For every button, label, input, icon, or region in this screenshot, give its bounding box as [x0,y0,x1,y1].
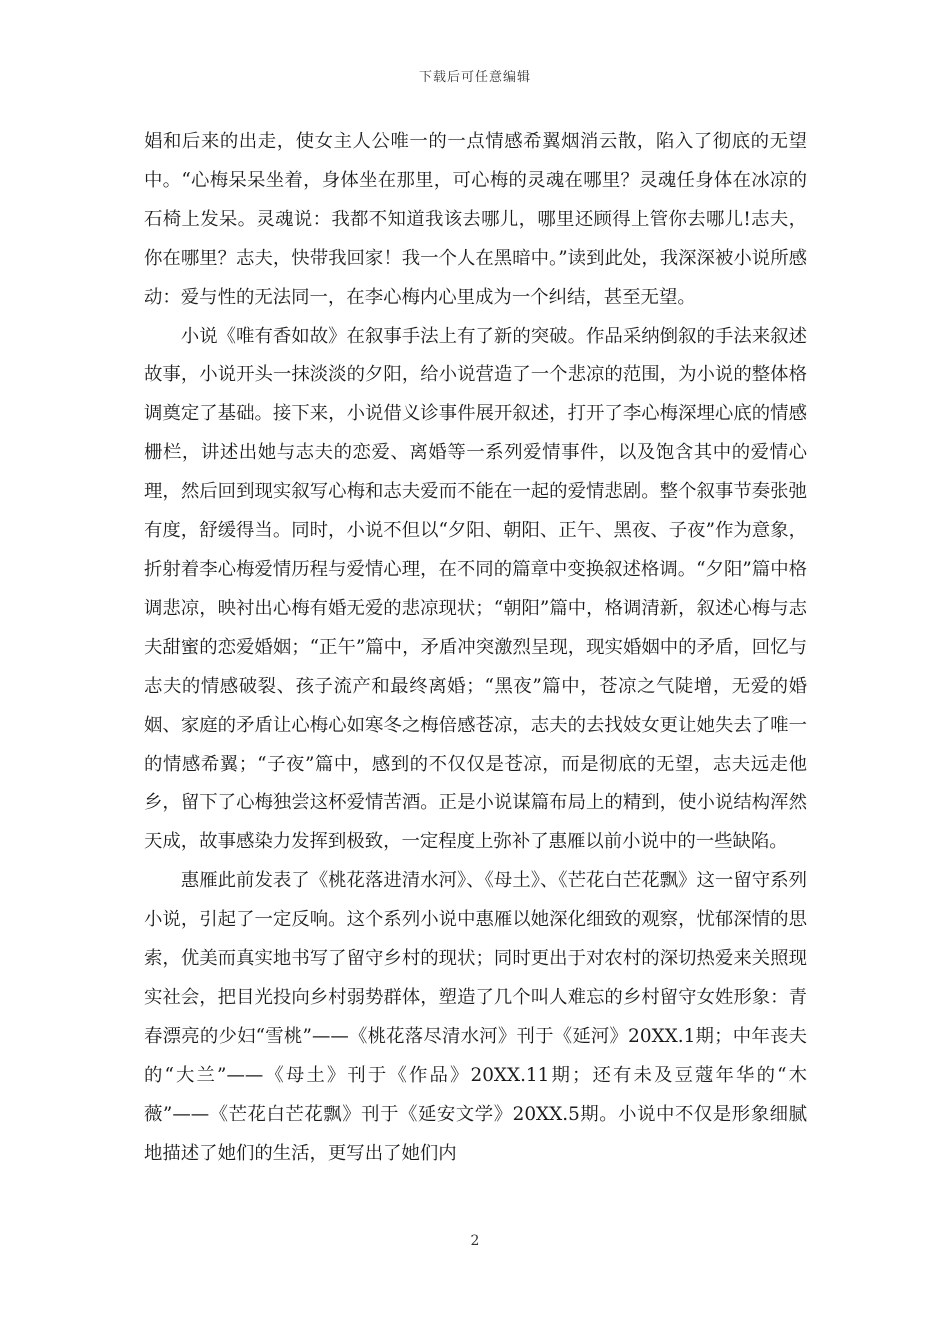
paragraph-2: 小说《唯有香如故》在叙事手法上有了新的突破。作品采纳倒叙的手法来叙述故事，小说开头一抹淡淡的夕阳，给小说营造了一个悲凉的范围，为小说的整体格调奠定了基础。接下来，小说借义诊事件展开叙述，打开了李心梅深埋心底的情感栅栏，讲述出她与志夫的恋爱、离婚等一系列爱情事件，以及饱含其中的爱情心理，然后回到现实叙写心梅和志夫爱而不能在一起的爱情悲剧。整个叙事节奏张弛有度，舒缓得当。同时，小说不但以“夕阳、朝阳、正午、黑夜、子夜”作为意象，折射着李心梅爱情历程与爱情心理，在不同的篇章中变换叙述格调。“夕阳”篇中格调悲凉，映衬出心梅有婚无爱的悲凉现状；“朝阳”篇中，格调清新，叙述心梅与志夫甜蜜的恋爱婚姻；“正午”篇中，矛盾冲突激烈呈现，现实婚姻中的矛盾，回忆与志夫的情感破裂、孩子流产和最终离婚；“黑夜”篇中，苍凉之气陡增，无爱的婚姻、家庭的矛盾让心梅心如寒冬之梅倍感苍凉，志夫的去找妓女更让她失去了唯一的情感希翼；“子夜”篇中，感到的不仅仅是苍凉，而是彻底的无望，志夫远走他乡，留下了心梅独尝这杯爱情苦酒。正是小说谋篇布局上的精到，使小说结构浑然天成，故事感染力发挥到极致，一定程度上弥补了惠雁以前小说中的一些缺陷。 [144,325,807,853]
page-number: 2 [470,1233,480,1249]
paragraph-3: 惠雁此前发表了《桃花落进清水河》、《母土》、《芒花白芒花飘》这一留守系列小说，引起了一定反响。这个系列小说中惠雁以她深化细致的观察，忧郁深情的思索，优美而真实地书写了留守乡村的现状；同时更出于对农村的深切热爱来关照现实社会，把目光投向乡村弱势群体，塑造了几个叫人难忘的乡村留守女姓形象：青春漂亮的少妇“雪桃”——《桃花落尽清水河》刊于《延河》20XX.1期；中年丧夫的“大兰”——《母土》刊于《作品》20XX.11期；还有未及豆蔻年华的“木薇”——《芒花白芒花飘》刊于《延安文学》20XX.5期。小说中不仅是形象细腻地描述了她们的生活，更写出了她们内 [144,870,807,1164]
page-header: 下载后可任意编辑 [418,70,531,85]
paragraph-1: 娼和后来的出走，使女主人公唯一的一点情感希翼烟消云散，陷入了彻底的无望中。“心梅呆呆坐着，身体坐在那里，可心梅的灵魂在哪里？灵魂任身体在冰凉的石椅上发呆。灵魂说：我都不知道我该去哪儿，哪里还顾得上管你去哪儿!志夫，你在哪里？志夫，快带我回家！我一个人在黑暗中。”读到此处，我深深被小说所感动：爱与性的无法同一，在李心梅内心里成为一个纠结，甚至无望。 [144,131,807,308]
body-text [144,123,807,1173]
